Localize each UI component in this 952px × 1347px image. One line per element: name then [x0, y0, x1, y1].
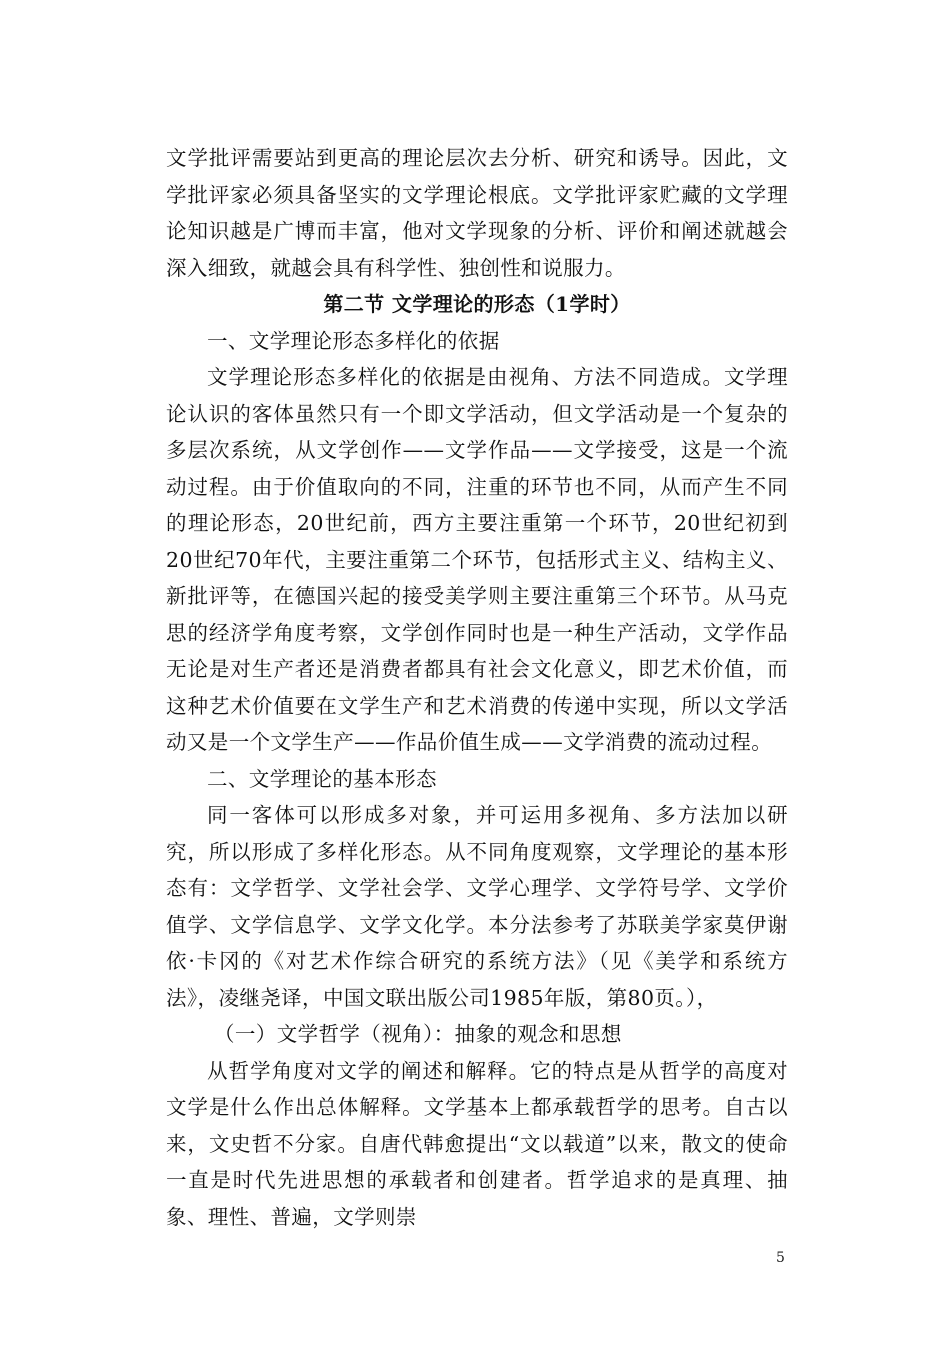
page-body [166, 140, 788, 1235]
section-title: 第二节 文学理论的形态（1学时） [323, 292, 631, 316]
paragraph-basis: 文学理论形态多样化的依据是由视角、方法不同造成。文学理论认识的客体虽然只有一个即文学活动，但文学活动是一个复杂的多层次系统，从文学创作——文学作品——文学接受，这是一个流动过程。由于价值取向的不同，注重的环节也不同，从而产生不同的理论形态，20世纪前，西方主要注重第一个环节，20世纪初到20世纪70年代，主要注重第二个环节，包括形式主义、结构主义、新批评等，在德国兴起的接受美学则主要注重第三个环节。从马克思的经济学角度考察，文学创作同时也是一种生产活动，文学作品无论是对生产者还是消费者都具有社会文化意义，即艺术价值，而这种艺术价值要在文学生产和艺术消费的传递中实现，所以文学活动又是一个文学生产——作品价值生成——文学消费的流动过程。 [166, 365, 788, 754]
paragraph-basic-forms: 同一客体可以形成多对象，并可运用多视角、多方法加以研究，所以形成了多样化形态。从不同角度观察，文学理论的基本形态有：文学哲学、文学社会学、文学心理学、文学符号学、文学价值学、文学信息学、文学文化学。本分法参考了苏联美学家莫伊谢依·卡冈的《对艺术作综合研究的系统方法》（见《美学和系统方法》，凌继尧译，中国文联出版公司1985年版，第80页。）， [166, 803, 788, 1010]
heading-two: 二、文学理论的基本形态 [207, 766, 437, 791]
paragraph-philosophy: 从哲学角度对文学的阐述和解释。它的特点是从哲学的高度对文学是什么作出总体解释。文学基本上都承载哲学的思考。自古以来，文史哲不分家。自唐代韩愈提出“文以载道”以来，散文的使命一直是时代先进思想的承载者和创建者。哲学追求的是真理、抽象、理性、普遍，文学则崇 [166, 1058, 788, 1229]
heading-three: （一）文学哲学（视角）：抽象的观念和思想 [214, 1022, 622, 1046]
paragraph-continued: 文学批评需要站到更高的理论层次去分析、研究和诱导。因此，文学批评家必须具备坚实的文学理论根底。文学批评家贮藏的文学理论知识越是广博而丰富，他对文学现象的分析、评价和阐述就越会深入细致，就越会具有科学性、独创性和说服力。 [166, 146, 788, 280]
heading-one: 一、文学理论形态多样化的依据 [207, 328, 500, 353]
page-number: 5 [776, 1250, 785, 1266]
